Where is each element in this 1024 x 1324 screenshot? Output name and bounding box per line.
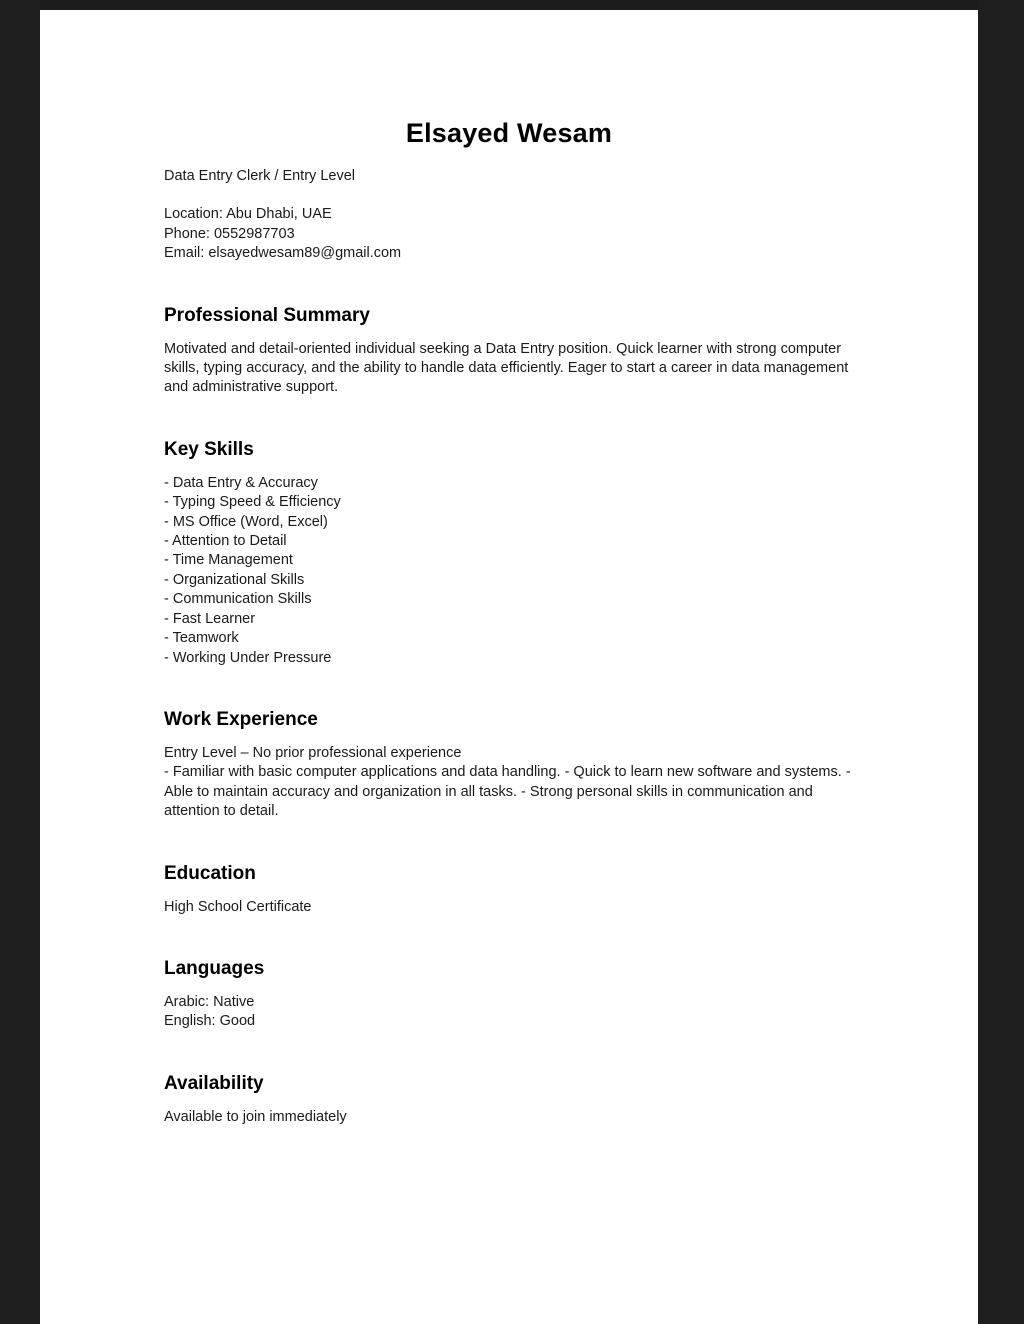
left-border (0, 0, 40, 1324)
professional-summary-body: Motivated and detail-oriented individual seeking a Data Entry position. Quick learner with strong computer skills, typing accuracy, and the ability to handle data efficiently. Eager to start a career in data management and administrative support. (164, 340, 849, 396)
education-body: High School Certificate (164, 898, 312, 915)
section-education (164, 863, 864, 917)
section-languages (164, 958, 864, 1032)
professional-summary-heading: Professional Summary (164, 304, 370, 326)
top-border (0, 0, 1024, 10)
skill-item: - MS Office (Word, Excel) (164, 513, 328, 530)
contact-email: Email: elsayedwesam89@gmail.com (164, 245, 402, 262)
education-heading: Education (164, 862, 256, 884)
right-border (978, 0, 1024, 1324)
skill-item: - Communication Skills (164, 591, 312, 608)
job-title: Data Entry Clerk / Entry Level (164, 168, 355, 184)
language-item: Arabic: Native (164, 993, 255, 1010)
resume-page (40, 10, 978, 1324)
availability-heading: Availability (164, 1072, 264, 1094)
skill-item: - Teamwork (164, 630, 239, 647)
resume-name: Elsayed Wesam (405, 118, 613, 148)
section-availability (164, 1073, 864, 1127)
skill-item: - Data Entry & Accuracy (164, 474, 318, 491)
availability-body: Available to join immediately (164, 1108, 347, 1125)
section-key-skills (164, 439, 864, 668)
contact-block (164, 205, 864, 263)
work-experience-body: - Familiar with basic computer applications and data handling. - Quick to learn new software and systems. - Able to maintain accuracy and organization in all tasks. - Strong personal skills in communication and attention to detail. (164, 764, 851, 820)
contact-phone: Phone: 0552987703 (164, 225, 295, 242)
skill-item: - Fast Learner (164, 610, 256, 627)
contact-location: Location: Abu Dhabi, UAE (164, 206, 332, 223)
language-item: English: Good (164, 1013, 256, 1030)
work-experience-heading: Work Experience (164, 708, 318, 730)
key-skills-heading: Key Skills (164, 438, 254, 460)
skill-item: - Working Under Pressure (164, 649, 332, 666)
languages-heading: Languages (164, 957, 265, 979)
key-skills-list (164, 474, 864, 668)
skill-item: - Attention to Detail (164, 533, 287, 550)
section-professional-summary (164, 305, 864, 398)
section-work-experience (164, 709, 864, 822)
skill-item: - Typing Speed & Efficiency (164, 494, 341, 511)
work-experience-subtitle: Entry Level – No prior professional experience (164, 744, 462, 761)
skill-item: - Organizational Skills (164, 571, 305, 588)
skill-item: - Time Management (164, 552, 293, 569)
resume-content (164, 167, 864, 1127)
